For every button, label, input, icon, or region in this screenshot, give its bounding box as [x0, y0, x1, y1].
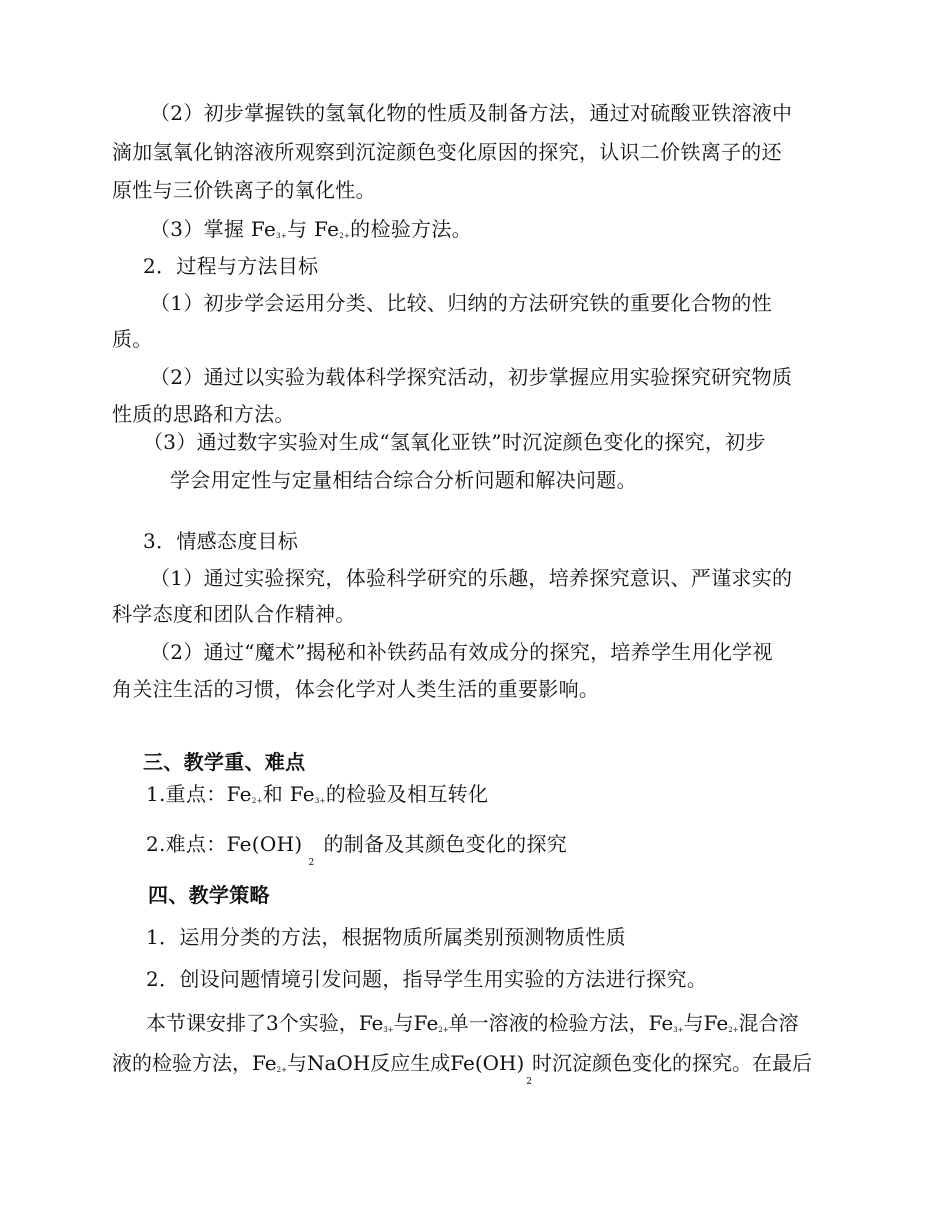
paragraph-line: 质。 — [112, 327, 153, 351]
paragraph-line: 原性与三价铁离子的氧化性。 — [112, 178, 376, 202]
text: 的检验方法。 — [350, 217, 472, 241]
paragraph-line — [112, 1048, 812, 1085]
ion-charge: 3+ — [383, 1026, 394, 1034]
paragraph-line: 科学态度和团队合作精神。 — [112, 602, 356, 626]
text: 1.重点：Fe — [146, 782, 252, 806]
text: 与Fe — [683, 1011, 729, 1035]
ion-charge: 3+ — [276, 232, 288, 240]
section-heading: 2．过程与方法目标 — [143, 254, 319, 278]
ion-charge: 2+ — [251, 797, 263, 805]
ion-charge: 2+ — [276, 1066, 287, 1074]
text: 的检验及相互转化 — [325, 782, 489, 806]
paragraph-line: 性质的思路和方法。 — [112, 402, 295, 426]
difficult-point-line — [146, 829, 568, 868]
paragraph-line: 滴加氢氧化钠溶液所观察到沉淀颜色变化原因的探究，认识二价铁离子的还 — [112, 140, 782, 164]
text: 单一溶液的检验方法，Fe — [448, 1011, 674, 1035]
text: 2.难点：Fe(OH) — [146, 832, 303, 856]
section-heading-strategy: 四、教学策略 — [148, 883, 270, 907]
paragraph-line: （2）通过“魔术”揭秘和补铁药品有效成分的探究，培养学生用化学视 — [150, 640, 773, 664]
text: 与NaOH反应生成Fe(OH) — [286, 1051, 525, 1075]
key-point-line — [146, 779, 488, 816]
paragraph-line: 学会用定性与定量相结合综合分析问题和解决问题。 — [170, 468, 637, 492]
paragraph-line — [146, 1008, 799, 1045]
text: 液的检验方法，Fe — [112, 1051, 277, 1075]
paragraph-line — [150, 214, 472, 251]
text: 与Fe — [393, 1011, 439, 1035]
ion-charge: 2+ — [438, 1026, 449, 1034]
strategy-item: 1．运用分类的方法，根据物质所属类别预测物质性质 — [146, 925, 626, 949]
ion-charge: 3+ — [314, 797, 326, 805]
paragraph-line: （1）初步学会运用分类、比较、归纳的方法研究铁的重要化合物的性 — [150, 291, 773, 315]
formula-subscript: 2 — [308, 858, 315, 868]
text: 时沉淀颜色变化的探究。在最后 — [532, 1051, 813, 1075]
formula-subscript: 2 — [526, 1077, 533, 1087]
paragraph-line: 角关注生活的习惯，体会化学对人类生活的重要影响。 — [112, 677, 600, 701]
paragraph-line: （3）通过数字实验对生成“氢氧化亚铁”时沉淀颜色变化的探究，初步 — [143, 430, 766, 454]
strategy-item: 2．创设问题情境引发问题，指导学生用实验的方法进行探究。 — [146, 967, 708, 991]
section-heading: 3．情感态度目标 — [143, 529, 299, 553]
text: 和 Fe — [262, 782, 315, 806]
ion-charge: 2+ — [728, 1026, 739, 1034]
ion-charge: 2+ — [339, 232, 351, 240]
text: 本节课安排了3个实验，Fe — [146, 1011, 384, 1035]
text: 与 Fe — [287, 217, 340, 241]
paragraph-line: （1）通过实验探究，体验科学研究的乐趣，培养探究意识、严谨求实的 — [150, 566, 793, 590]
paragraph-line: （2）初步掌握铁的氢氧化物的性质及制备方法，通过对硫酸亚铁溶液中 — [150, 101, 793, 125]
text: 的制备及其颜色变化的探究 — [323, 832, 568, 856]
text: （3）掌握 Fe — [150, 217, 277, 241]
ion-charge: 3+ — [673, 1026, 684, 1034]
text: 混合溶 — [738, 1011, 799, 1035]
section-heading-key-points: 三、教学重、难点 — [143, 750, 306, 774]
paragraph-line: （2）通过以实验为载体科学探究活动，初步掌握应用实验探究研究物质 — [150, 365, 793, 389]
